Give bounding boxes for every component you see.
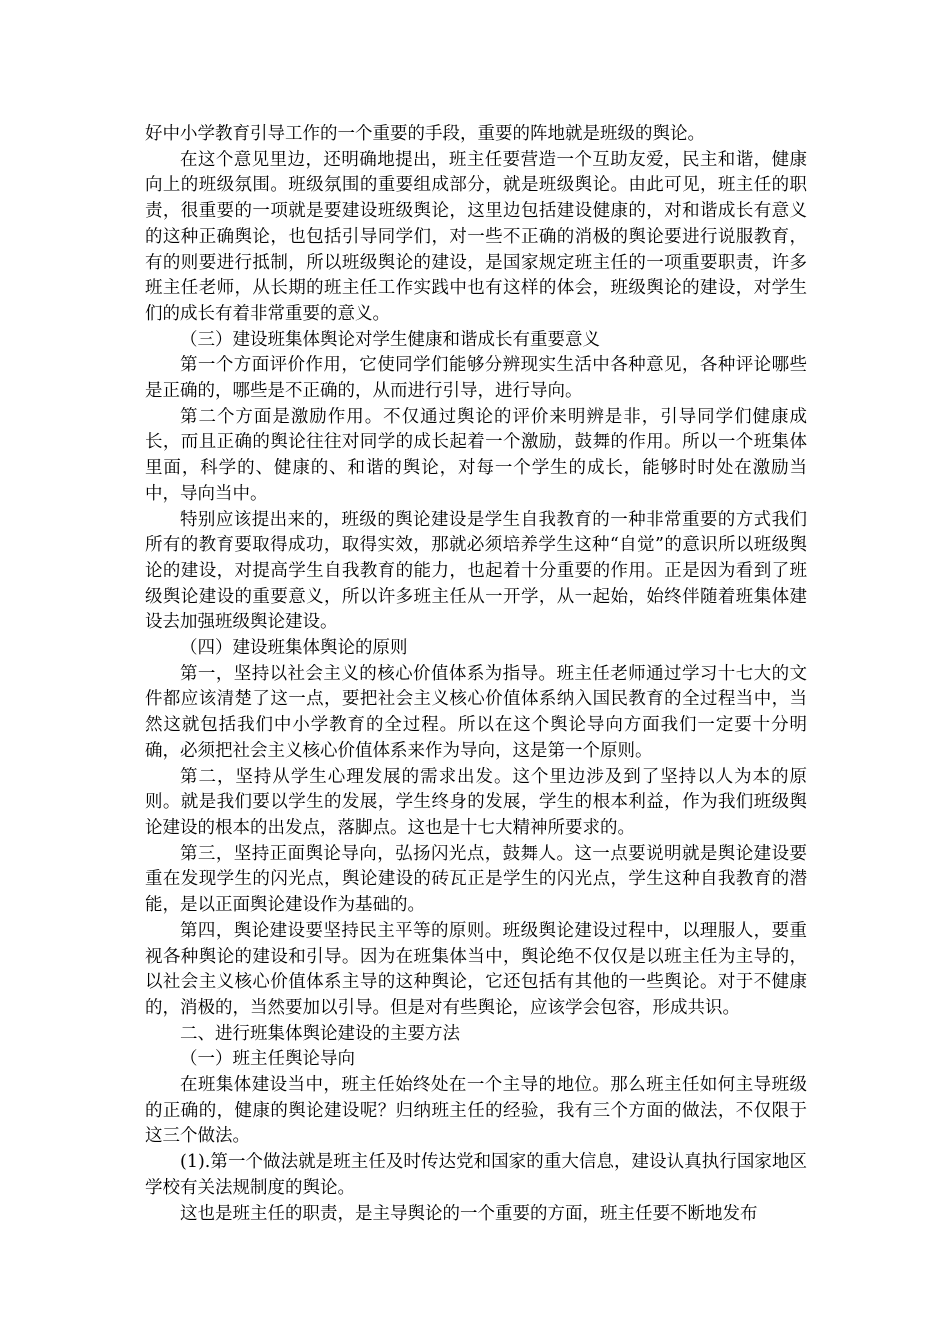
section-heading-4: （四）建设班集体舆论的原则	[180, 638, 408, 659]
paragraph-6: 特别应该提出来的，班级的舆论建设是学生自我教育的一种非常重要的方式我们所有的教育要取得成功，取得实效，那就必须培养学生这种“自觉”的意识所以班级舆论的建设，对提高学生自我教育的能力，也起着十分重要的作用。正是因为看到了班级舆论建设的重要意义，所以许多班主任从一开学，从一起始，始终伴随着班集体建设去加强班级舆论建设。	[145, 509, 807, 633]
paragraph-16: 这也是班主任的职责，是主导舆论的一个重要的方面，班主任要不断地发布	[180, 1203, 758, 1224]
paragraph-9: 第二，坚持从学生心理发展的需求出发。这个里边涉及到了坚持以人为本的原则。就是我们要以学生的发展，学生终身的发展，学生的根本利益，作为我们班级舆论建设的根本的出发点，落脚点。这也是十七大精神所要求的。	[145, 766, 807, 838]
paragraph-14: 在班集体建设当中，班主任始终处在一个主导的地位。那么班主任如何主导班级的正确的，健康的舆论建设呢？归纳班主任的经验，我有三个方面的做法，不仅限于这三个做法。	[145, 1075, 807, 1147]
chapter-heading-2: 二、进行班集体舆论建设的主要方法	[180, 1023, 460, 1044]
paragraph-2: 在这个意见里边，还明确地提出，班主任要营造一个互助友爱，民主和谐，健康向上的班级氛围。班级氛围的重要组成部分，就是班级舆论。由此可见，班主任的职责，很重要的一项就是要建设班级舆论，这里边包括建设健康的，对和谐成长有意义的这种正确舆论，也包括引导同学们，对一些不正确的消极的舆论要进行说服教育，有的则要进行抵制，所以班级舆论的建设，是国家规定班主任的一项重要职责，许多班主任老师，从长期的班主任工作实践中也有这样的体会，班级舆论的建设，对学生们的成长有着非常重要的意义。	[145, 149, 807, 324]
paragraph-15: (1).第一个做法就是班主任及时传达党和国家的重大信息，建设认真执行国家地区学校有关法规制度的舆论。	[145, 1152, 807, 1198]
paragraph-10: 第三，坚持正面舆论导向，弘扬闪光点，鼓舞人。这一点要说明就是舆论建设要重在发现学生的闪光点，舆论建设的砖瓦正是学生的闪光点，学生这种自我教育的潜能，是以正面舆论建设作为基础的。	[145, 843, 807, 916]
paragraph-8: 第一，坚持以社会主义的核心价值体系为指导。班主任老师通过学习十七大的文件都应该清楚了这一点，要把社会主义核心价值体系纳入国民教育的全过程当中，当然这就包括我们中小学教育的全过程。所以在这个舆论导向方面我们一定要十分明确，必须把社会主义核心价值体系来作为导向，这是第一个原则。	[145, 663, 807, 761]
paragraph-1: 好中小学教育引导工作的一个重要的手段，重要的阵地就是班级的舆论。	[145, 124, 705, 144]
section-heading-1: （一）班主任舆论导向	[180, 1049, 355, 1070]
paragraph-5: 第二个方面是激励作用。不仅通过舆论的评价来明辨是非，引导同学们健康成长，而且正确的舆论往往对同学的成长起着一个激励，鼓舞的作用。所以一个班集体里面，科学的、健康的、和谐的舆论，对每一个学生的成长，能够时时处在激励当中，导向当中。	[145, 406, 807, 504]
paragraph-4: 第一个方面评价作用，它使同学们能够分辨现实生活中各种意见，各种评论哪些是正确的，哪些是不正确的，从而进行引导，进行导向。	[145, 355, 807, 402]
document-page	[145, 122, 807, 1227]
paragraph-11: 第四，舆论建设要坚持民主平等的原则。班级舆论建设过程中，以理服人，要重视各种舆论的建设和引导。因为在班集体当中，舆论绝不仅仅是以班主任为主导的，以社会主义核心价值体系主导的这种舆论，它还包括有其他的一些舆论。对于不健康的，消极的，当然要加以引导。但是对有些舆论，应该学会包容，形成共识。	[145, 920, 807, 1018]
section-heading-3: （三）建设班集体舆论对学生健康和谐成长有重要意义	[180, 329, 600, 350]
